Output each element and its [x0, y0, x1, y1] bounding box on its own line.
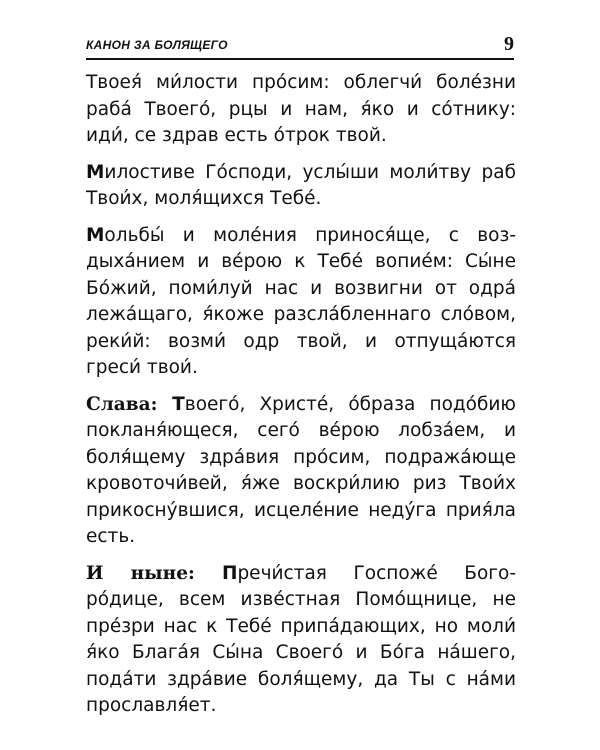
text-line: дыха́нием и ве́рою к Тебе́ вопие́м: Сы́не	[86, 251, 516, 272]
text-line: Бо́жий, поми́луй нас и возвигни от одра́	[86, 277, 516, 299]
text-line: греси́ твои́.	[86, 357, 198, 378]
line-rest: илостиве Го́споди, услы́ши моли́тву раб	[104, 161, 516, 183]
text-line: прославля́ет.	[86, 695, 217, 716]
text-line: реки́й: возми́ одр твой, и отпуща́ются	[86, 330, 516, 352]
section-label-now: И ныне:	[86, 562, 222, 584]
line-rest: воего́, Христе́, о́браза подо́бию	[184, 393, 517, 415]
text-line: пода́ти здра́вие боля́щему, да Ты с на́ми	[86, 668, 516, 690]
text-line: кровоточи́вей, я́же воскри́лию риз Твои́х	[86, 473, 516, 494]
line-rest: речи́стая Госпоже́ Бого-	[237, 562, 517, 584]
text-line: иди́, се здрав есть о́трок твой.	[86, 125, 387, 146]
initial-letter: М	[86, 161, 105, 183]
text-line: я́ко Блага́я Сы́на Своего́ и Бо́га на́шего,	[86, 642, 516, 663]
running-head: КАНОН ЗА БОЛЯЩЕГО	[86, 38, 228, 52]
text-line: ро́дице, всем изве́стная Помо́щнице, не	[86, 589, 516, 610]
paragraph	[86, 392, 516, 551]
line-rest: ольбы́ и моле́ния принося́ще, с воз-	[104, 224, 516, 246]
paragraph	[86, 160, 516, 213]
initial-letter: П	[221, 562, 238, 584]
text-line: лежа́щаго, я́коже разсла́бленнаго сло́вом,	[86, 304, 516, 325]
text-line: прикосну́вшися, исцеле́ние неду́га прия́ла	[86, 499, 516, 521]
paragraph	[86, 561, 516, 720]
section-label-glory: Слава:	[86, 393, 173, 415]
page-number: 9	[504, 33, 514, 55]
text-line: боля́щему здра́вия про́сим, подража́юще	[86, 446, 516, 468]
text-line: Твои́х, моля́щихся Тебе́.	[86, 188, 322, 209]
prayer-text	[86, 70, 516, 730]
page-header	[86, 34, 514, 60]
text-line	[86, 561, 516, 588]
initial-letter: М	[86, 224, 105, 246]
text-line: Твоея́ ми́лости про́сим: облегчи́ боле́зни	[86, 72, 516, 93]
text-line	[86, 160, 516, 187]
text-line: пре́зри нас к Тебе́ припа́дающих, но моли́	[86, 615, 516, 637]
text-line: покланя́ющеся, сего́ ве́рою лобза́ем, и	[86, 420, 516, 441]
text-line: есть.	[86, 526, 136, 547]
text-line	[86, 392, 516, 419]
paragraph	[86, 223, 516, 382]
initial-letter: Т	[172, 393, 185, 415]
text-line: раба́ Твоего́, рцы и нам, я́ко и со́тнику:	[86, 98, 516, 120]
text-line	[86, 223, 516, 250]
paragraph	[86, 70, 516, 150]
